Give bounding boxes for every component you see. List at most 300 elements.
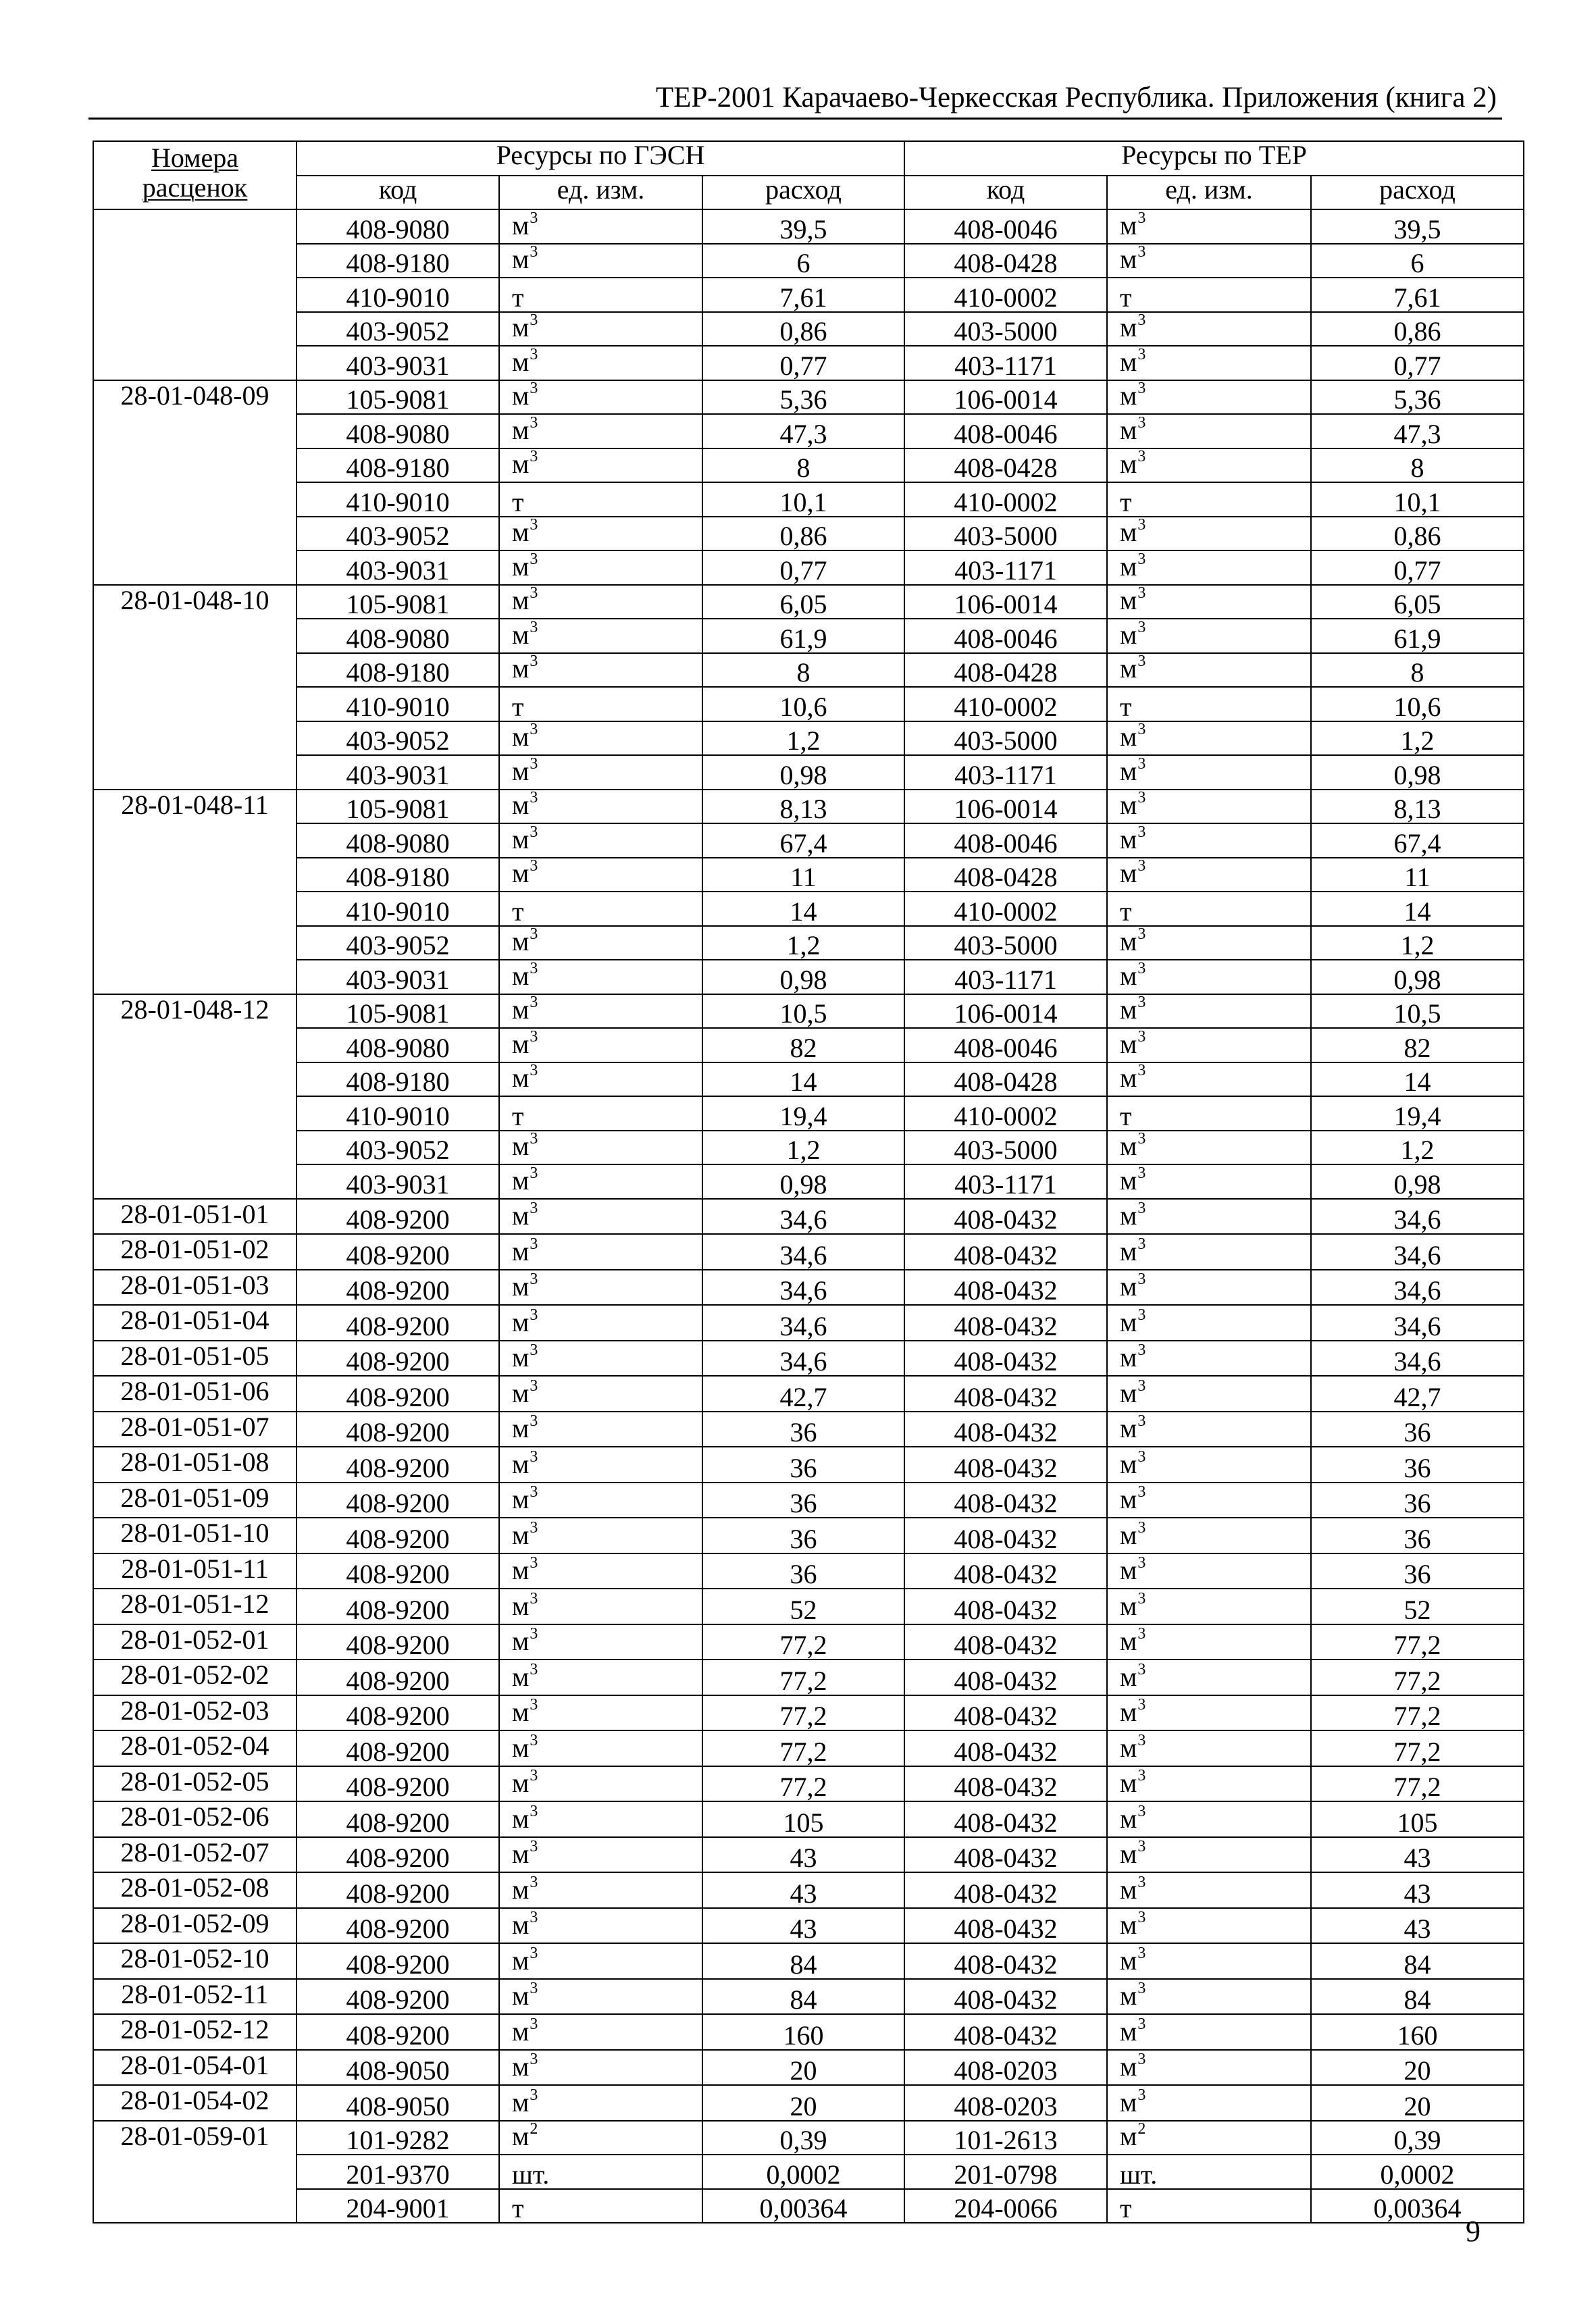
unit-base: м bbox=[512, 244, 530, 274]
unit-base: м bbox=[1120, 414, 1137, 445]
table-row bbox=[93, 1131, 1524, 1165]
gesn-code-cell: 408-9200 bbox=[297, 1270, 499, 1306]
gesn-qty-cell: 67,4 bbox=[702, 823, 904, 858]
ter-code-cell: 408-0046 bbox=[904, 1028, 1107, 1062]
ter-code-cell: 408-0432 bbox=[904, 1447, 1107, 1483]
unit-exponent: 3 bbox=[1137, 209, 1146, 227]
ter-unit-cell bbox=[1107, 1270, 1311, 1306]
gesn-unit-cell: т bbox=[499, 482, 702, 517]
table-row bbox=[93, 892, 1524, 926]
ter-unit-cell bbox=[1107, 1553, 1311, 1589]
unit-exponent: 3 bbox=[1137, 2086, 1146, 2104]
unit-exponent: 3 bbox=[1137, 1164, 1146, 1182]
gesn-unit-cell bbox=[499, 721, 702, 756]
ter-qty-cell: 34,6 bbox=[1311, 1341, 1524, 1377]
ter-code-cell: 106-0014 bbox=[904, 585, 1107, 619]
ter-unit-cell bbox=[1107, 1872, 1311, 1908]
unit-base: м bbox=[1120, 1909, 1137, 1940]
unit-base: м bbox=[1120, 926, 1137, 956]
gesn-qty-cell: 34,6 bbox=[702, 1305, 904, 1341]
gesn-qty-cell: 82 bbox=[702, 1028, 904, 1062]
ter-unit-cell: т bbox=[1107, 892, 1311, 926]
unit-base: м bbox=[1120, 1131, 1137, 1161]
unit-exponent: 3 bbox=[1137, 1270, 1146, 1288]
gesn-qty-cell: 11 bbox=[702, 858, 904, 892]
gesn-code-cell: 403-9052 bbox=[297, 312, 499, 346]
unit-exponent: 3 bbox=[1137, 346, 1146, 363]
gesn-qty-cell: 7,61 bbox=[702, 278, 904, 312]
table-row bbox=[93, 278, 1524, 312]
unit-base: м bbox=[512, 1909, 530, 1940]
gesn-code-cell: 408-9200 bbox=[297, 1447, 499, 1483]
gesn-code-cell: 408-9200 bbox=[297, 1979, 499, 2015]
norm-number-cell: 28-01-054-02 bbox=[93, 2085, 297, 2121]
unit-exponent: 3 bbox=[530, 721, 538, 738]
gesn-qty-cell: 0,39 bbox=[702, 2121, 904, 2155]
ter-unit-cell bbox=[1107, 2014, 1311, 2050]
gesn-unit-cell bbox=[499, 1412, 702, 1447]
unit-exponent: 3 bbox=[530, 346, 538, 363]
ter-unit-cell bbox=[1107, 414, 1311, 448]
unit-exponent: 3 bbox=[530, 1944, 538, 1962]
unit-base: м bbox=[1120, 1342, 1137, 1372]
gesn-qty-cell: 36 bbox=[702, 1483, 904, 1518]
gesn-code-cell: 408-9080 bbox=[297, 414, 499, 448]
norm-number-cell: 28-01-051-06 bbox=[93, 1376, 297, 1412]
gesn-qty-cell: 0,00364 bbox=[702, 2189, 904, 2223]
unit-base: м bbox=[1120, 2051, 1137, 2082]
unit-exponent: 3 bbox=[530, 1625, 538, 1643]
unit-exponent: 3 bbox=[530, 755, 538, 773]
ter-unit-cell: т bbox=[1107, 482, 1311, 517]
ter-code-cell: 403-1171 bbox=[904, 346, 1107, 380]
unit-base: м bbox=[512, 1980, 530, 2011]
ter-code-cell: 408-0432 bbox=[904, 1376, 1107, 1412]
gesn-code-cell: 403-9052 bbox=[297, 721, 499, 756]
norm-number-cell: 28-01-051-07 bbox=[93, 1412, 297, 1447]
unit-exponent: 3 bbox=[1137, 1980, 1146, 1997]
gesn-code-cell: 410-9010 bbox=[297, 278, 499, 312]
ter-code-cell: 408-0432 bbox=[904, 1943, 1107, 1979]
ter-qty-cell: 6 bbox=[1311, 244, 1524, 278]
gesn-unit-cell bbox=[499, 619, 702, 653]
column-header-gesn-qty: расход bbox=[702, 176, 904, 210]
ter-code-cell: 403-5000 bbox=[904, 517, 1107, 551]
gesn-qty-cell: 43 bbox=[702, 1872, 904, 1908]
ter-code-cell: 408-0432 bbox=[904, 1341, 1107, 1377]
table-row bbox=[93, 2085, 1524, 2121]
ter-code-cell: 408-0428 bbox=[904, 858, 1107, 892]
unit-exponent: 3 bbox=[530, 1696, 538, 1714]
table-row bbox=[93, 790, 1524, 824]
unit-exponent: 3 bbox=[530, 823, 538, 841]
unit-base: м bbox=[1120, 1626, 1137, 1656]
ter-code-cell: 403-1171 bbox=[904, 960, 1107, 994]
ter-unit-cell bbox=[1107, 1341, 1311, 1377]
ter-qty-cell: 105 bbox=[1311, 1801, 1524, 1837]
table-row bbox=[93, 1943, 1524, 1979]
gesn-unit-cell bbox=[499, 755, 702, 790]
unit-base: м bbox=[1120, 585, 1137, 615]
norm-number-cell: 28-01-051-12 bbox=[93, 1589, 297, 1624]
unit-exponent: 3 bbox=[530, 1341, 538, 1359]
unit-exponent: 3 bbox=[530, 925, 538, 943]
gesn-code-cell: 408-9080 bbox=[297, 1028, 499, 1062]
gesn-qty-cell: 77,2 bbox=[702, 1695, 904, 1731]
unit-exponent: 3 bbox=[1137, 311, 1146, 329]
ter-qty-cell: 67,4 bbox=[1311, 823, 1524, 858]
gesn-qty-cell: 84 bbox=[702, 1943, 904, 1979]
unit-exponent: 3 bbox=[1137, 1625, 1146, 1643]
unit-base: м bbox=[1120, 1448, 1137, 1479]
unit-exponent: 3 bbox=[1137, 516, 1146, 534]
unit-base: м bbox=[512, 960, 530, 991]
unit-exponent: 3 bbox=[1137, 960, 1146, 977]
unit-exponent: 3 bbox=[1137, 619, 1146, 636]
ter-unit-cell bbox=[1107, 1376, 1311, 1412]
resources-table bbox=[93, 140, 1524, 2223]
ter-unit-cell bbox=[1107, 653, 1311, 688]
gesn-qty-cell: 0,86 bbox=[702, 517, 904, 551]
ter-code-cell: 201-0798 bbox=[904, 2155, 1107, 2189]
ter-unit-cell bbox=[1107, 1199, 1311, 1235]
gesn-qty-cell: 10,1 bbox=[702, 482, 904, 517]
ter-qty-cell: 8,13 bbox=[1311, 790, 1524, 824]
unit-exponent: 3 bbox=[1137, 1341, 1146, 1359]
gesn-unit-cell bbox=[499, 1518, 702, 1553]
unit-exponent: 3 bbox=[1137, 857, 1146, 875]
ter-unit-cell bbox=[1107, 1028, 1311, 1062]
unit-exponent: 3 bbox=[1137, 1200, 1146, 1217]
unit-base: м bbox=[512, 1413, 530, 1443]
norm-number-cell: 28-01-052-10 bbox=[93, 1943, 297, 1979]
table-subheader-row bbox=[93, 176, 1524, 210]
ter-qty-cell: 11 bbox=[1311, 858, 1524, 892]
ter-unit-cell bbox=[1107, 346, 1311, 380]
table-row bbox=[93, 244, 1524, 278]
gesn-code-cell: 408-9200 bbox=[297, 1695, 499, 1731]
table-row bbox=[93, 1447, 1524, 1483]
ter-code-cell: 408-0432 bbox=[904, 1766, 1107, 1802]
gesn-code-cell: 408-9200 bbox=[297, 1837, 499, 1873]
gesn-code-cell: 408-9200 bbox=[297, 1483, 499, 1518]
unit-base: м bbox=[512, 209, 530, 240]
ter-code-cell: 106-0014 bbox=[904, 790, 1107, 824]
unit-base: м bbox=[512, 312, 530, 342]
gesn-unit-cell bbox=[499, 1131, 702, 1165]
gesn-qty-cell: 43 bbox=[702, 1908, 904, 1944]
ter-qty-cell: 43 bbox=[1311, 1908, 1524, 1944]
unit-exponent: 3 bbox=[530, 550, 538, 568]
ter-qty-cell: 0,98 bbox=[1311, 1164, 1524, 1199]
column-header-ter-qty: расход bbox=[1311, 176, 1524, 210]
gesn-qty-cell: 39,5 bbox=[702, 209, 904, 244]
ter-code-cell: 101-2613 bbox=[904, 2121, 1107, 2155]
table-row bbox=[93, 1695, 1524, 1731]
gesn-code-cell: 403-9031 bbox=[297, 1164, 499, 1199]
ter-qty-cell: 14 bbox=[1311, 1062, 1524, 1097]
gesn-code-cell: 201-9370 bbox=[297, 2155, 499, 2189]
ter-qty-cell: 77,2 bbox=[1311, 1660, 1524, 1695]
unit-base: м bbox=[512, 1342, 530, 1372]
unit-base: м bbox=[1120, 1271, 1137, 1302]
unit-exponent: 3 bbox=[530, 2051, 538, 2068]
gesn-unit-cell bbox=[499, 823, 702, 858]
ter-unit-cell bbox=[1107, 960, 1311, 994]
unit-base: м bbox=[1120, 653, 1137, 684]
ter-code-cell: 410-0002 bbox=[904, 278, 1107, 312]
ter-qty-cell: 34,6 bbox=[1311, 1234, 1524, 1270]
norm-number-cell: 28-01-051-02 bbox=[93, 1234, 297, 1270]
ter-code-cell: 403-5000 bbox=[904, 312, 1107, 346]
ter-unit-cell bbox=[1107, 1305, 1311, 1341]
ter-code-cell: 410-0002 bbox=[904, 687, 1107, 721]
table-row bbox=[93, 1837, 1524, 1873]
gesn-code-cell: 408-9200 bbox=[297, 1376, 499, 1412]
unit-exponent: 3 bbox=[530, 1412, 538, 1430]
ter-code-cell: 408-0432 bbox=[904, 1730, 1107, 1766]
gesn-unit-cell bbox=[499, 1943, 702, 1979]
table-row bbox=[93, 2014, 1524, 2050]
gesn-unit-cell bbox=[499, 312, 702, 346]
ter-qty-cell: 52 bbox=[1311, 1589, 1524, 1624]
unit-base: м bbox=[1120, 209, 1137, 240]
unit-base: м bbox=[1120, 1803, 1137, 1834]
unit-base: м bbox=[1120, 755, 1137, 786]
gesn-unit-cell bbox=[499, 1062, 702, 1097]
ter-code-cell: 408-0432 bbox=[904, 2014, 1107, 2050]
ter-unit-cell bbox=[1107, 858, 1311, 892]
gesn-qty-cell: 0,86 bbox=[702, 312, 904, 346]
ter-qty-cell: 0,86 bbox=[1311, 312, 1524, 346]
ter-qty-cell: 8 bbox=[1311, 653, 1524, 688]
ter-qty-cell: 160 bbox=[1311, 2014, 1524, 2050]
gesn-code-cell: 403-9031 bbox=[297, 550, 499, 585]
ter-unit-cell bbox=[1107, 926, 1311, 960]
ter-qty-cell: 10,1 bbox=[1311, 482, 1524, 517]
gesn-qty-cell: 6 bbox=[702, 244, 904, 278]
table-row bbox=[93, 1908, 1524, 1944]
gesn-code-cell: 403-9031 bbox=[297, 755, 499, 790]
unit-exponent: 3 bbox=[1137, 1802, 1146, 1820]
gesn-code-cell: 408-9200 bbox=[297, 1943, 499, 1979]
ter-qty-cell: 34,6 bbox=[1311, 1270, 1524, 1306]
ter-qty-cell: 1,2 bbox=[1311, 721, 1524, 756]
gesn-code-cell: 408-9200 bbox=[297, 2014, 499, 2050]
unit-base: м bbox=[1120, 1980, 1137, 2011]
norm-number-cell: 28-01-052-09 bbox=[93, 1908, 297, 1944]
gesn-code-cell: 408-9200 bbox=[297, 1341, 499, 1377]
ter-unit-cell bbox=[1107, 1518, 1311, 1553]
unit-base: м bbox=[512, 1626, 530, 1656]
gesn-code-cell: 105-9081 bbox=[297, 790, 499, 824]
unit-exponent: 3 bbox=[1137, 448, 1146, 465]
ter-unit-cell bbox=[1107, 550, 1311, 585]
ter-qty-cell: 39,5 bbox=[1311, 209, 1524, 244]
unit-exponent: 3 bbox=[1137, 1660, 1146, 1678]
gesn-unit-cell bbox=[499, 1164, 702, 1199]
ter-unit-cell bbox=[1107, 517, 1311, 551]
gesn-qty-cell: 160 bbox=[702, 2014, 904, 2050]
gesn-unit-cell bbox=[499, 1837, 702, 1873]
ter-unit-cell bbox=[1107, 1695, 1311, 1731]
unit-exponent: 3 bbox=[1137, 1518, 1146, 1537]
ter-qty-cell: 7,61 bbox=[1311, 278, 1524, 312]
gesn-code-cell: 408-9200 bbox=[297, 1624, 499, 1660]
unit-base: м bbox=[1120, 2086, 1137, 2117]
unit-exponent: 3 bbox=[1137, 721, 1146, 738]
gesn-qty-cell: 5,36 bbox=[702, 380, 904, 415]
norm-number-cell: 28-01-048-12 bbox=[93, 994, 297, 1199]
unit-exponent: 3 bbox=[530, 1838, 538, 1855]
norm-number-cell: 28-01-048-09 bbox=[93, 380, 297, 585]
gesn-unit-cell bbox=[499, 2014, 702, 2050]
gesn-code-cell: 408-9200 bbox=[297, 1518, 499, 1553]
unit-exponent: 3 bbox=[1137, 1909, 1146, 1926]
gesn-code-cell: 408-9200 bbox=[297, 1660, 499, 1695]
table-row bbox=[93, 687, 1524, 721]
ter-unit-cell bbox=[1107, 244, 1311, 278]
unit-exponent: 3 bbox=[530, 243, 538, 261]
gesn-unit-cell bbox=[499, 1376, 702, 1412]
gesn-code-cell: 101-9282 bbox=[297, 2121, 499, 2155]
gesn-unit-cell: т bbox=[499, 2189, 702, 2223]
table-row bbox=[93, 926, 1524, 960]
gesn-code-cell: 408-9180 bbox=[297, 653, 499, 688]
unit-exponent: 3 bbox=[530, 1270, 538, 1288]
ter-code-cell: 408-0432 bbox=[904, 1518, 1107, 1553]
table-row bbox=[93, 346, 1524, 380]
unit-exponent: 3 bbox=[1137, 1130, 1146, 1148]
unit-base: м bbox=[512, 2051, 530, 2082]
ter-code-cell: 408-0432 bbox=[904, 1270, 1107, 1306]
unit-base: м bbox=[512, 823, 530, 854]
gesn-code-cell: 403-9052 bbox=[297, 926, 499, 960]
table-row bbox=[93, 619, 1524, 653]
column-header-ter-unit: ед. изм. bbox=[1107, 176, 1311, 210]
unit-base: м bbox=[1120, 244, 1137, 274]
unit-base: м bbox=[512, 1377, 530, 1408]
gesn-qty-cell: 10,5 bbox=[702, 994, 904, 1029]
unit-base: м bbox=[1120, 1164, 1137, 1195]
gesn-unit-cell bbox=[499, 2050, 702, 2086]
gesn-code-cell: 408-9080 bbox=[297, 619, 499, 653]
gesn-unit-cell bbox=[499, 994, 702, 1029]
gesn-qty-cell: 0,77 bbox=[702, 346, 904, 380]
gesn-code-cell: 408-9200 bbox=[297, 1908, 499, 1944]
unit-exponent: 3 bbox=[1137, 1589, 1146, 1608]
ter-unit-cell bbox=[1107, 1062, 1311, 1097]
ter-qty-cell: 77,2 bbox=[1311, 1695, 1524, 1731]
unit-exponent: 3 bbox=[1137, 1696, 1146, 1714]
unit-exponent: 3 bbox=[1137, 1838, 1146, 1855]
unit-base: м bbox=[512, 517, 530, 547]
gesn-unit-cell bbox=[499, 926, 702, 960]
norm-number-cell bbox=[93, 209, 297, 380]
unit-exponent: 3 bbox=[1137, 1028, 1146, 1046]
ter-qty-cell: 77,2 bbox=[1311, 1766, 1524, 1802]
unit-base: м bbox=[1120, 858, 1137, 888]
ter-qty-cell: 82 bbox=[1311, 1028, 1524, 1062]
unit-base: м bbox=[512, 1484, 530, 1514]
ter-qty-cell: 34,6 bbox=[1311, 1305, 1524, 1341]
table-row bbox=[93, 482, 1524, 517]
ter-code-cell: 408-0428 bbox=[904, 653, 1107, 688]
table-row bbox=[93, 721, 1524, 756]
unit-exponent: 3 bbox=[530, 584, 538, 602]
unit-base: м bbox=[1120, 1235, 1137, 1266]
gesn-code-cell: 410-9010 bbox=[297, 892, 499, 926]
table-row bbox=[93, 1305, 1524, 1341]
ter-code-cell: 403-1171 bbox=[904, 755, 1107, 790]
unit-base: м bbox=[1120, 380, 1137, 411]
table-row bbox=[93, 2121, 1524, 2155]
ter-qty-cell: 42,7 bbox=[1311, 1376, 1524, 1412]
gesn-unit-cell bbox=[499, 1589, 702, 1624]
gesn-code-cell: 408-9080 bbox=[297, 209, 499, 244]
unit-exponent: 3 bbox=[530, 1660, 538, 1678]
unit-exponent: 3 bbox=[1137, 1767, 1146, 1784]
ter-unit-cell: т bbox=[1107, 687, 1311, 721]
gesn-code-cell: 408-9200 bbox=[297, 1412, 499, 1447]
unit-exponent: 2 bbox=[1137, 2120, 1146, 2138]
ter-unit-cell bbox=[1107, 1766, 1311, 1802]
unit-exponent: 2 bbox=[530, 2120, 538, 2138]
ter-code-cell: 408-0432 bbox=[904, 1695, 1107, 1731]
gesn-unit-cell bbox=[499, 244, 702, 278]
unit-exponent: 3 bbox=[530, 380, 538, 397]
table-row bbox=[93, 1412, 1524, 1447]
unit-base: м bbox=[512, 755, 530, 786]
gesn-qty-cell: 43 bbox=[702, 1837, 904, 1873]
ter-code-cell: 410-0002 bbox=[904, 1096, 1107, 1131]
unit-base: м bbox=[512, 721, 530, 752]
ter-qty-cell: 36 bbox=[1311, 1518, 1524, 1553]
table-row bbox=[93, 755, 1524, 790]
unit-base: м bbox=[1120, 619, 1137, 650]
ter-code-cell: 403-5000 bbox=[904, 926, 1107, 960]
gesn-unit-cell: т bbox=[499, 892, 702, 926]
unit-base: м bbox=[1120, 448, 1137, 479]
gesn-qty-cell: 36 bbox=[702, 1412, 904, 1447]
table-row bbox=[93, 1376, 1524, 1412]
ter-code-cell: 408-0046 bbox=[904, 414, 1107, 448]
column-header-gesn-unit: ед. изм. bbox=[499, 176, 702, 210]
unit-base: м bbox=[1120, 1062, 1137, 1093]
table-row bbox=[93, 858, 1524, 892]
ter-qty-cell: 43 bbox=[1311, 1837, 1524, 1873]
gesn-qty-cell: 52 bbox=[702, 1589, 904, 1624]
unit-base: м bbox=[512, 790, 530, 820]
norm-number-cell: 28-01-059-01 bbox=[93, 2121, 297, 2223]
unit-exponent: 3 bbox=[530, 1767, 538, 1784]
column-header-ter-code: код bbox=[904, 176, 1107, 210]
gesn-code-cell: 408-9200 bbox=[297, 1766, 499, 1802]
ter-code-cell: 408-0432 bbox=[904, 1234, 1107, 1270]
unit-exponent: 3 bbox=[530, 1130, 538, 1148]
unit-base: м bbox=[512, 2121, 530, 2151]
unit-exponent: 3 bbox=[530, 789, 538, 806]
unit-exponent: 3 bbox=[530, 1306, 538, 1324]
ter-unit-cell bbox=[1107, 1447, 1311, 1483]
unit-exponent: 3 bbox=[1137, 994, 1146, 1011]
unit-exponent: 3 bbox=[530, 1731, 538, 1749]
unit-base: м bbox=[1120, 1413, 1137, 1443]
ter-unit-cell bbox=[1107, 790, 1311, 824]
ter-unit-cell bbox=[1107, 1730, 1311, 1766]
unit-exponent: 3 bbox=[530, 857, 538, 875]
unit-base: м bbox=[512, 1200, 530, 1231]
